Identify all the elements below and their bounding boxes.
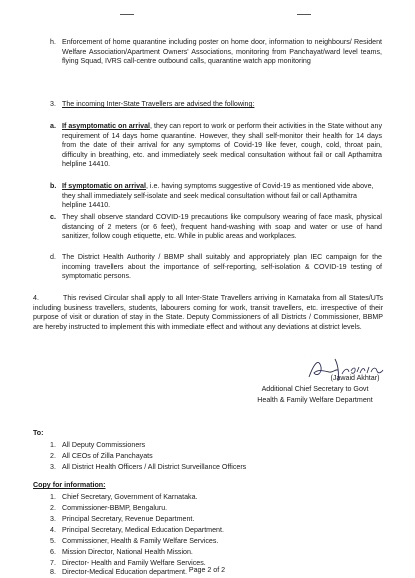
section-4-marker: 4. (33, 294, 39, 302)
item-c-text: They shall observe standard COVID-19 precautions like compulsory wearing of face mask, physical distancing of 2 meters (or 6 feet), frequent hand-washing with soap and water or use of hand sanitizer, follow cough etiquette, etc. While in public areas and workplaces. (62, 213, 382, 241)
item-h-marker: h. (50, 38, 56, 46)
header-dash-right (297, 14, 311, 15)
copy-list-item: 1. Chief Secretary, Government of Karnataka. (50, 493, 198, 501)
item-h-text: Enforcement of home quarantine including poster on home door, information to neighbours/ Resident Welfare Association/Apartment Owners' Associations, monitoring from Panchayat/ward level teams, flying Squad, IVRS call-centre outbound calls, quarantine watch app monitoring (62, 38, 382, 66)
item-a-marker: a. (50, 122, 56, 130)
signatory-name: (Jawaid Akhtar) (330, 374, 380, 382)
copy-list-item: 3. Principal Secretary, Revenue Department. (50, 515, 195, 523)
signatory-designation: Additional Chief Secretary to Govt (261, 385, 369, 393)
copy-list-item: 8. Director-Medical Education department. (50, 568, 187, 576)
copy-list-item: 5. Commissioner, Health & Family Welfare Services. (50, 537, 219, 545)
section-4-text: This revised Circular shall apply to all Inter-State Travellers arriving in Karnataka from all States/UTs including business travellers, students, labourers coming for work, transit travellers, etc. irrespective of their purpose of visit or duration of stay in the State. Deputy Commissioners of all Districts / Commissioner, BBMP are hereby instructed to implement this with immediate effect and without any deviations at district levels. (33, 294, 383, 331)
section-3-marker: 3. (50, 100, 56, 108)
to-heading: To: (33, 429, 44, 437)
item-b-marker: b. (50, 182, 57, 190)
item-c-marker: c. (50, 213, 56, 221)
copy-list-item: 6. Mission Director, National Health Mission. (50, 548, 193, 556)
copy-heading: Copy for information: (33, 481, 106, 489)
item-a-text: If asymptomatic on arrival, they can report to work or perform their activities in the State without any requirement of 14 days home quarantine. However, they shall self-monitor their health for 14 days from the date of their arrival for any symptoms of Covid-19 like fever, cough, cold, throat pain, difficulty in breathing, etc. and immediately seek medical consultation without fail or call Apthamitra helpline 14410. (62, 122, 382, 169)
header-dash-left (120, 14, 134, 15)
to-list-item: 1. All Deputy Commissioners (50, 441, 146, 449)
to-list-item: 3. All District Health Officers / All District Surveillance Officers (50, 463, 247, 471)
copy-list-item: 7. Director- Health and Family Welfare Services. (50, 559, 206, 567)
copy-list-item: 2. Commissioner-BBMP, Bengaluru. (50, 504, 168, 512)
item-d-text: The District Health Authority / BBMP shall suitably and appropriately plan IEC campaign for the incoming travellers about the importance of self-reporting, self-isolation & COVID-19 testing of symptomatic persons. (62, 253, 382, 281)
copy-list-item: 4. Principal Secretary, Medical Education Department. (50, 526, 224, 534)
item-b-text: If symptomatic on arrival, i.e. having symptoms suggestive of Covid-19 as mentioned vide above, they shall immediately self-isolate and seek medical consultation without fail or call Apthamitra helpline 14410. (62, 182, 374, 210)
section-3-heading: The incoming Inter-State Travellers are advised the following: (62, 100, 255, 108)
page-number: Page 2 of 2 (188, 566, 226, 574)
to-list-item: 2. All CEOs of Zilla Panchayats (50, 452, 153, 460)
item-d-marker: d. (50, 253, 56, 261)
signatory-department: Health & Family Welfare Department (257, 396, 373, 404)
